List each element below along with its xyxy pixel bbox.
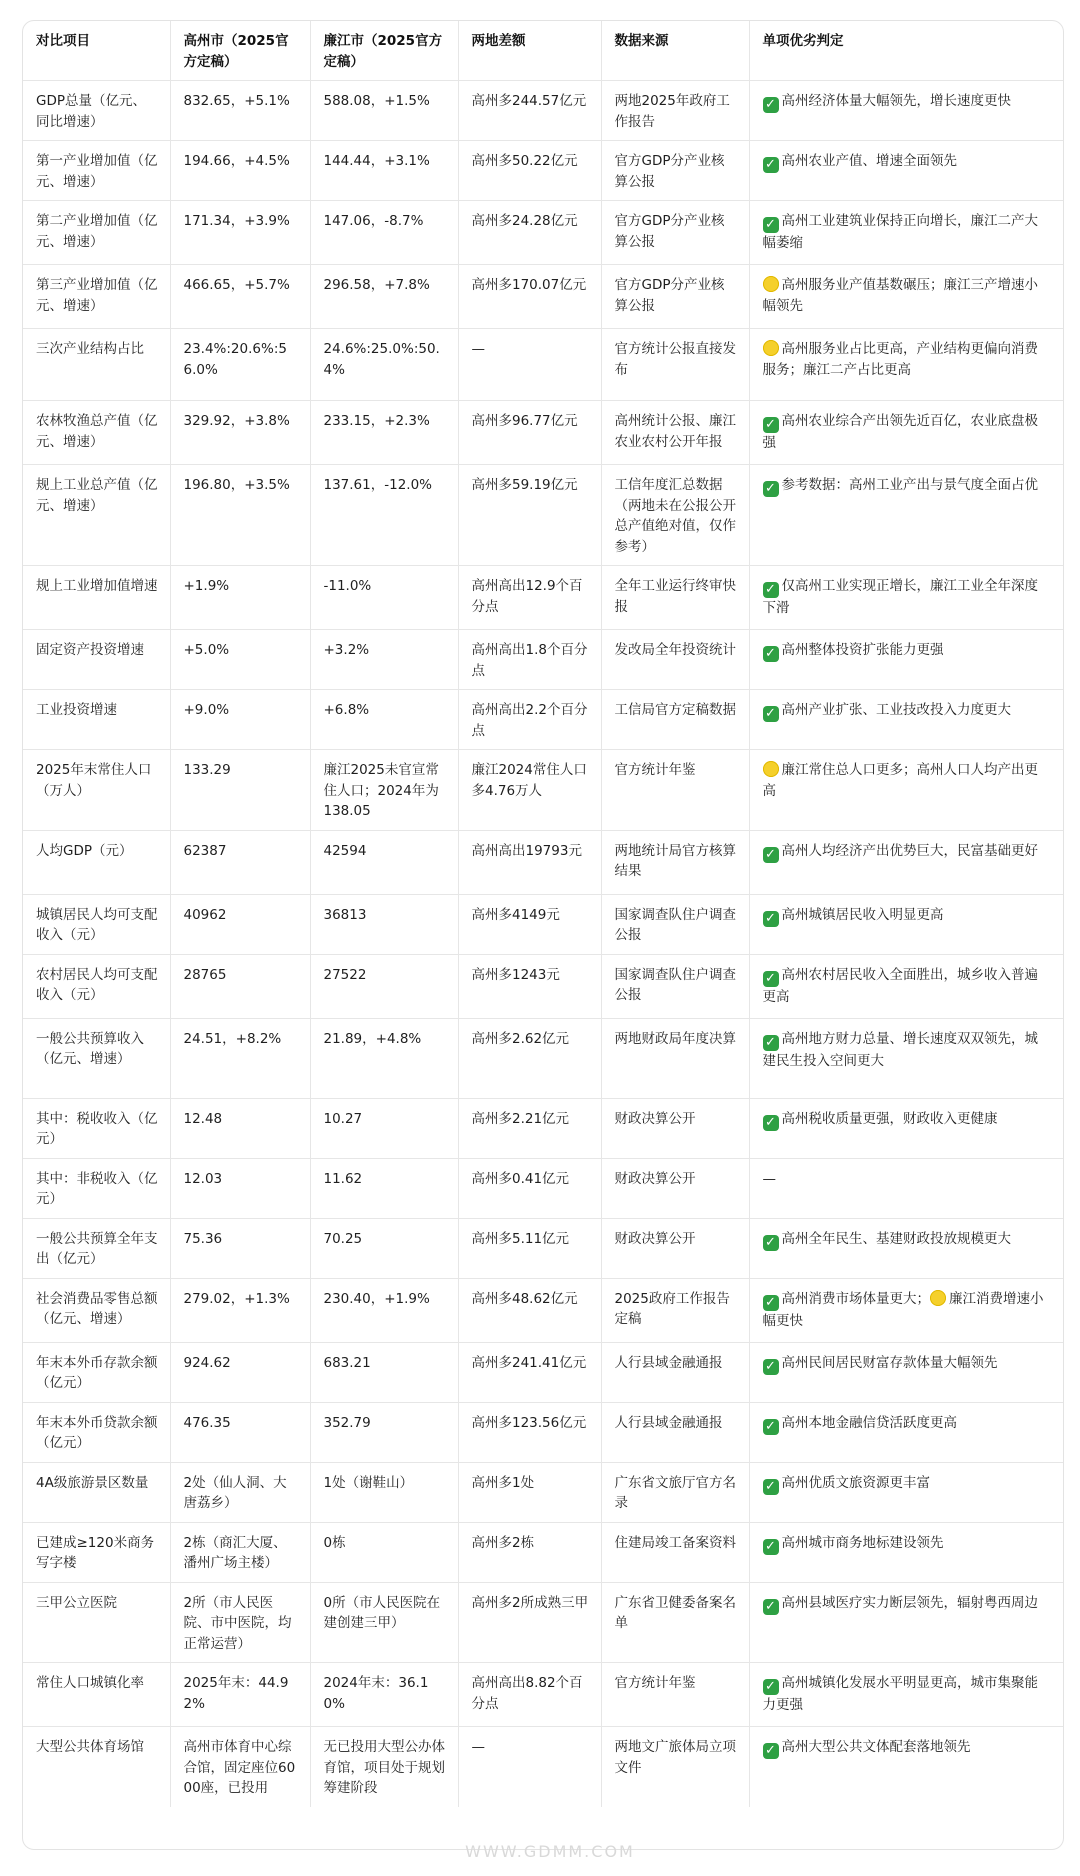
row-item: 已建成≥120米商务写字楼 xyxy=(23,1522,170,1582)
source-value: 官方统计年鉴 xyxy=(601,1663,749,1727)
table-row xyxy=(23,401,1063,465)
header-verdict: 单项优劣判定 xyxy=(749,21,1063,81)
row-item: 大型公共体育场馆 xyxy=(23,1727,170,1807)
yellow-circle-icon xyxy=(763,761,779,777)
check-icon: ✓ xyxy=(763,1359,779,1375)
source-value: 官方统计公报直接发布 xyxy=(601,329,749,401)
diff-value: 高州多24.28亿元 xyxy=(458,201,601,265)
verdict-cell xyxy=(749,750,1063,831)
diff-value: 高州高出2.2个百分点 xyxy=(458,690,601,750)
verdict-cell xyxy=(749,1278,1063,1342)
gaozhou-value: 24.51，+8.2% xyxy=(170,1018,310,1098)
verdict-text: 仅高州工业实现正增长，廉江工业全年深度下滑 xyxy=(762,578,1038,616)
gaozhou-value: 2所（市人民医院、市中医院，均正常运营） xyxy=(170,1582,310,1663)
check-icon: ✓ xyxy=(763,1539,779,1555)
source-value: 财政决算公开 xyxy=(601,1158,749,1218)
gaozhou-value: 2处（仙人洞、大唐荔乡） xyxy=(170,1462,310,1522)
verdict-text: 高州地方财力总量、增长速度双双领先，城建民生投入空间更大 xyxy=(762,1030,1038,1069)
diff-value: 高州高出8.82个百分点 xyxy=(458,1663,601,1727)
verdict-text: 高州本地金融信贷活跃度更高 xyxy=(781,1414,957,1431)
check-icon: ✓ xyxy=(763,1235,779,1251)
table-row xyxy=(23,566,1063,630)
gaozhou-value: 279.02，+1.3% xyxy=(170,1278,310,1342)
check-icon: ✓ xyxy=(763,1743,779,1759)
table-row xyxy=(23,1462,1063,1522)
table-row xyxy=(23,1727,1063,1807)
verdict-text: 高州整体投资扩张能力更强 xyxy=(781,642,944,658)
verdict-cell xyxy=(749,690,1063,750)
verdict-cell xyxy=(749,1342,1063,1402)
table-row xyxy=(23,1582,1063,1663)
source-value: 2025政府工作报告定稿 xyxy=(601,1278,749,1342)
diff-value: 高州高出12.9个百分点 xyxy=(458,566,601,630)
row-item: 一般公共预算全年支出（亿元） xyxy=(23,1218,170,1278)
verdict-cell xyxy=(749,630,1063,690)
row-item: 工业投资增速 xyxy=(23,690,170,750)
gaozhou-value: 高州市体育中心综合馆，固定座位6000座，已投用 xyxy=(170,1727,310,1807)
yellow-circle-icon xyxy=(930,1290,946,1306)
diff-value: 高州多1243元 xyxy=(458,954,601,1018)
diff-value: 高州高出1.8个百分点 xyxy=(458,630,601,690)
table-row xyxy=(23,1158,1063,1218)
verdict-text: 高州经济体量大幅领先，增长速度更快 xyxy=(781,93,1011,109)
table-row xyxy=(23,1663,1063,1727)
table-row xyxy=(23,1522,1063,1582)
verdict-cell xyxy=(749,465,1063,566)
table-row xyxy=(23,1402,1063,1462)
lianjiang-value: +3.2% xyxy=(310,630,458,690)
verdict-cell xyxy=(749,1727,1063,1807)
row-item: 三甲公立医院 xyxy=(23,1582,170,1663)
verdict-cell xyxy=(749,401,1063,465)
check-icon: ✓ xyxy=(763,582,779,598)
table-row xyxy=(23,1098,1063,1158)
gaozhou-value: 832.65，+5.1% xyxy=(170,81,310,141)
diff-value: 高州多2.62亿元 xyxy=(458,1018,601,1098)
check-icon: ✓ xyxy=(763,1295,779,1311)
verdict-cell xyxy=(749,1158,1063,1218)
gaozhou-value: 329.92，+3.8% xyxy=(170,401,310,465)
check-icon: ✓ xyxy=(763,1679,779,1695)
lianjiang-value: 0栋 xyxy=(310,1522,458,1582)
gaozhou-value: 924.62 xyxy=(170,1342,310,1402)
row-item: 农村居民人均可支配收入（元） xyxy=(23,954,170,1018)
table-header-row xyxy=(23,21,1063,81)
table-row xyxy=(23,1342,1063,1402)
comparison-card xyxy=(22,20,1064,1850)
lianjiang-value: 588.08，+1.5% xyxy=(310,81,458,141)
diff-value: 高州多5.11亿元 xyxy=(458,1218,601,1278)
diff-value: 高州多244.57亿元 xyxy=(458,81,601,141)
gaozhou-value: 476.35 xyxy=(170,1402,310,1462)
verdict-text: 高州城镇居民收入明显更高 xyxy=(781,906,944,923)
lianjiang-value: 42594 xyxy=(310,830,458,894)
gaozhou-value: +9.0% xyxy=(170,690,310,750)
check-icon: ✓ xyxy=(763,646,779,662)
header-diff: 两地差额 xyxy=(458,21,601,81)
row-item: 年末本外币存款余额（亿元） xyxy=(23,1342,170,1402)
header-item: 对比项目 xyxy=(23,21,170,81)
verdict-text: 高州农业综合产出领先近百亿，农业底盘极强 xyxy=(762,413,1038,451)
gaozhou-value: 466.65，+5.7% xyxy=(170,265,310,329)
diff-value: 高州多4149元 xyxy=(458,894,601,954)
verdict-text: 高州农村居民收入全面胜出，城乡收入普遍更高 xyxy=(762,966,1038,1005)
verdict-text: 高州县域医疗实力断层领先，辐射粤西周边 xyxy=(781,1594,1038,1611)
table-row xyxy=(23,1018,1063,1098)
diff-value: 高州多96.77亿元 xyxy=(458,401,601,465)
gaozhou-value: 28765 xyxy=(170,954,310,1018)
lianjiang-value: 11.62 xyxy=(310,1158,458,1218)
table-row xyxy=(23,1278,1063,1342)
header-lianjiang: 廉江市（2025官方定稿） xyxy=(310,21,458,81)
gaozhou-value: 23.4%:20.6%:56.0% xyxy=(170,329,310,401)
gaozhou-value: 12.48 xyxy=(170,1098,310,1158)
verdict-cell xyxy=(749,954,1063,1018)
header-source: 数据来源 xyxy=(601,21,749,81)
check-icon: ✓ xyxy=(763,481,779,497)
check-icon: ✓ xyxy=(763,1035,779,1051)
check-icon: ✓ xyxy=(763,217,779,233)
source-value: 两地财政局年度决算 xyxy=(601,1018,749,1098)
source-value: 官方GDP分产业核算公报 xyxy=(601,141,749,201)
source-value: 官方GDP分产业核算公报 xyxy=(601,265,749,329)
source-value: 财政决算公开 xyxy=(601,1098,749,1158)
diff-value: 廉江2024常住人口多4.76万人 xyxy=(458,750,601,831)
row-item: 人均GDP（元） xyxy=(23,830,170,894)
gaozhou-value: +1.9% xyxy=(170,566,310,630)
lianjiang-value: 683.21 xyxy=(310,1342,458,1402)
lianjiang-value: 廉江2025未官宣常住人口；2024年为138.05 xyxy=(310,750,458,831)
verdict-text: 廉江消费增速小幅更快 xyxy=(762,1290,1044,1329)
verdict-cell xyxy=(749,830,1063,894)
table-row xyxy=(23,81,1063,141)
lianjiang-value: 27522 xyxy=(310,954,458,1018)
lianjiang-value: 24.6%:25.0%:50.4% xyxy=(310,329,458,401)
check-icon: ✓ xyxy=(763,971,779,987)
check-icon: ✓ xyxy=(763,1479,779,1495)
row-item: 一般公共预算收入（亿元、增速） xyxy=(23,1018,170,1098)
lianjiang-value: 2024年末：36.10% xyxy=(310,1663,458,1727)
table-row xyxy=(23,690,1063,750)
yellow-circle-icon xyxy=(763,276,779,292)
source-value: 高州统计公报、廉江农业农村公开年报 xyxy=(601,401,749,465)
row-item: 三次产业结构占比 xyxy=(23,329,170,401)
verdict-text: 廉江常住总人口更多；高州人口人均产出更高 xyxy=(762,762,1038,799)
verdict-cell xyxy=(749,1402,1063,1462)
gaozhou-value: +5.0% xyxy=(170,630,310,690)
header-gaozhou: 高州市（2025官方定稿） xyxy=(170,21,310,81)
lianjiang-value: 21.89，+4.8% xyxy=(310,1018,458,1098)
verdict-text: 高州人均经济产出优势巨大，民富基础更好 xyxy=(781,842,1038,859)
source-value: 人行县域金融通报 xyxy=(601,1402,749,1462)
source-value: 住建局竣工备案资料 xyxy=(601,1522,749,1582)
check-icon: ✓ xyxy=(763,1419,779,1435)
lianjiang-value: 233.15，+2.3% xyxy=(310,401,458,465)
gaozhou-value: 2025年末：44.92% xyxy=(170,1663,310,1727)
diff-value: 高州多2.21亿元 xyxy=(458,1098,601,1158)
lianjiang-value: 147.06，-8.7% xyxy=(310,201,458,265)
row-item: 固定资产投资增速 xyxy=(23,630,170,690)
diff-value: 高州多123.56亿元 xyxy=(458,1402,601,1462)
source-value: 官方GDP分产业核算公报 xyxy=(601,201,749,265)
gaozhou-value: 75.36 xyxy=(170,1218,310,1278)
check-icon: ✓ xyxy=(763,97,779,113)
verdict-text: 高州民间居民财富存款体量大幅领先 xyxy=(781,1354,998,1371)
source-value: 工信局官方定稿数据 xyxy=(601,690,749,750)
table-row xyxy=(23,201,1063,265)
lianjiang-value: 296.58，+7.8% xyxy=(310,265,458,329)
check-icon: ✓ xyxy=(763,911,779,927)
gaozhou-value: 62387 xyxy=(170,830,310,894)
check-icon: ✓ xyxy=(763,157,779,173)
diff-value: 高州多241.41亿元 xyxy=(458,1342,601,1402)
source-value: 国家调查队住户调查公报 xyxy=(601,894,749,954)
row-item: 规上工业总产值（亿元、增速） xyxy=(23,465,170,566)
comparison-table xyxy=(23,21,1063,1807)
check-icon: ✓ xyxy=(763,847,779,863)
verdict-text: 高州全年民生、基建财政投放规模更大 xyxy=(781,1230,1011,1247)
verdict-cell xyxy=(749,141,1063,201)
table-row xyxy=(23,630,1063,690)
row-item: 社会消费品零售总额（亿元、增速） xyxy=(23,1278,170,1342)
source-value: 广东省文旅厅官方名录 xyxy=(601,1462,749,1522)
table-row xyxy=(23,954,1063,1018)
source-value: 发改局全年投资统计 xyxy=(601,630,749,690)
verdict-text: 高州城镇化发展水平明显更高，城市集聚能力更强 xyxy=(762,1675,1038,1713)
table-row xyxy=(23,830,1063,894)
table-row xyxy=(23,750,1063,831)
table-row xyxy=(23,894,1063,954)
verdict-cell xyxy=(749,81,1063,141)
verdict-cell xyxy=(749,894,1063,954)
diff-value: 高州多170.07亿元 xyxy=(458,265,601,329)
row-item: 第三产业增加值（亿元、增速） xyxy=(23,265,170,329)
row-item: 常住人口城镇化率 xyxy=(23,1663,170,1727)
diff-value: 高州多0.41亿元 xyxy=(458,1158,601,1218)
source-value: 国家调查队住户调查公报 xyxy=(601,954,749,1018)
gaozhou-value: 40962 xyxy=(170,894,310,954)
gaozhou-value: 12.03 xyxy=(170,1158,310,1218)
verdict-cell xyxy=(749,1522,1063,1582)
diff-value: 高州多59.19亿元 xyxy=(458,465,601,566)
source-value: 两地文广旅体局立项文件 xyxy=(601,1727,749,1807)
row-item: 4A级旅游景区数量 xyxy=(23,1462,170,1522)
row-item: 规上工业增加值增速 xyxy=(23,566,170,630)
gaozhou-value: 171.34，+3.9% xyxy=(170,201,310,265)
verdict-cell xyxy=(749,329,1063,401)
verdict-cell xyxy=(749,265,1063,329)
row-item: 城镇居民人均可支配收入（元） xyxy=(23,894,170,954)
gaozhou-value: 194.66，+4.5% xyxy=(170,141,310,201)
lianjiang-value: 0所（市人民医院在建创建三甲） xyxy=(310,1582,458,1663)
table-row xyxy=(23,141,1063,201)
source-value: 财政决算公开 xyxy=(601,1218,749,1278)
yellow-circle-icon xyxy=(763,340,779,356)
source-value: 工信年度汇总数据（两地未在公报公开总产值绝对值，仅作参考） xyxy=(601,465,749,566)
diff-value: — xyxy=(458,1727,601,1807)
table-row xyxy=(23,265,1063,329)
lianjiang-value: 无已投用大型公办体育馆，项目处于规划筹建阶段 xyxy=(310,1727,458,1807)
check-icon: ✓ xyxy=(763,1599,779,1615)
gaozhou-value: 2栋（商汇大厦、潘州广场主楼） xyxy=(170,1522,310,1582)
verdict-text: 高州产业扩张、工业技改投入力度更大 xyxy=(781,702,1011,718)
verdict-cell xyxy=(749,1462,1063,1522)
source-value: 两地统计局官方核算结果 xyxy=(601,830,749,894)
lianjiang-value: 10.27 xyxy=(310,1098,458,1158)
row-item: 其中：税收收入（亿元） xyxy=(23,1098,170,1158)
lianjiang-value: -11.0% xyxy=(310,566,458,630)
source-value: 全年工业运行终审快报 xyxy=(601,566,749,630)
verdict-cell xyxy=(749,1582,1063,1663)
verdict-cell xyxy=(749,1218,1063,1278)
site-watermark: WWW.GDMM.COM xyxy=(465,1842,635,1861)
table-row xyxy=(23,465,1063,566)
lianjiang-value: 70.25 xyxy=(310,1218,458,1278)
lianjiang-value: 230.40，+1.9% xyxy=(310,1278,458,1342)
verdict-cell xyxy=(749,566,1063,630)
row-item: 年末本外币贷款余额（亿元） xyxy=(23,1402,170,1462)
row-item: 2025年末常住人口（万人） xyxy=(23,750,170,831)
table-row xyxy=(23,1218,1063,1278)
verdict-text: — xyxy=(762,1170,776,1187)
check-icon: ✓ xyxy=(763,417,779,433)
lianjiang-value: 352.79 xyxy=(310,1402,458,1462)
row-item: 第一产业增加值（亿元、增速） xyxy=(23,141,170,201)
diff-value: 高州多2所成熟三甲 xyxy=(458,1582,601,1663)
verdict-cell xyxy=(749,1018,1063,1098)
table-row xyxy=(23,329,1063,401)
row-item: 其中：非税收入（亿元） xyxy=(23,1158,170,1218)
verdict-text: 高州服务业产值基数碾压；廉江三产增速小幅领先 xyxy=(762,277,1038,314)
gaozhou-value: 133.29 xyxy=(170,750,310,831)
verdict-text: 高州大型公共文体配套落地领先 xyxy=(781,1739,971,1755)
verdict-text: 高州消费市场体量更大； xyxy=(781,1290,930,1307)
verdict-text: 参考数据：高州工业产出与景气度全面占优 xyxy=(781,477,1038,493)
row-item: 第二产业增加值（亿元、增速） xyxy=(23,201,170,265)
diff-value: 高州高出19793元 xyxy=(458,830,601,894)
verdict-text: 高州税收质量更强，财政收入更健康 xyxy=(781,1110,998,1127)
verdict-text: 高州农业产值、增速全面领先 xyxy=(781,153,957,169)
source-value: 广东省卫健委备案名单 xyxy=(601,1582,749,1663)
verdict-cell xyxy=(749,1663,1063,1727)
lianjiang-value: 1处（谢鞋山） xyxy=(310,1462,458,1522)
diff-value: 高州多48.62亿元 xyxy=(458,1278,601,1342)
gaozhou-value: 196.80，+3.5% xyxy=(170,465,310,566)
verdict-cell xyxy=(749,1098,1063,1158)
check-icon: ✓ xyxy=(763,1115,779,1131)
lianjiang-value: 137.61，-12.0% xyxy=(310,465,458,566)
source-value: 两地2025年政府工作报告 xyxy=(601,81,749,141)
lianjiang-value: 36813 xyxy=(310,894,458,954)
diff-value: 高州多50.22亿元 xyxy=(458,141,601,201)
source-value: 人行县域金融通报 xyxy=(601,1342,749,1402)
row-item: GDP总量（亿元、同比增速） xyxy=(23,81,170,141)
check-icon: ✓ xyxy=(763,706,779,722)
source-value: 官方统计年鉴 xyxy=(601,750,749,831)
verdict-text: 高州服务业占比更高，产业结构更偏向消费服务；廉江二产占比更高 xyxy=(762,341,1038,378)
row-item: 农林牧渔总产值（亿元、增速） xyxy=(23,401,170,465)
diff-value: — xyxy=(458,329,601,401)
diff-value: 高州多2栋 xyxy=(458,1522,601,1582)
verdict-text: 高州城市商务地标建设领先 xyxy=(781,1534,944,1551)
verdict-text: 高州工业建筑业保持正向增长，廉江二产大幅萎缩 xyxy=(762,213,1038,251)
diff-value: 高州多1处 xyxy=(458,1462,601,1522)
verdict-cell xyxy=(749,201,1063,265)
lianjiang-value: 144.44，+3.1% xyxy=(310,141,458,201)
lianjiang-value: +6.8% xyxy=(310,690,458,750)
verdict-text: 高州优质文旅资源更丰富 xyxy=(781,1474,930,1491)
